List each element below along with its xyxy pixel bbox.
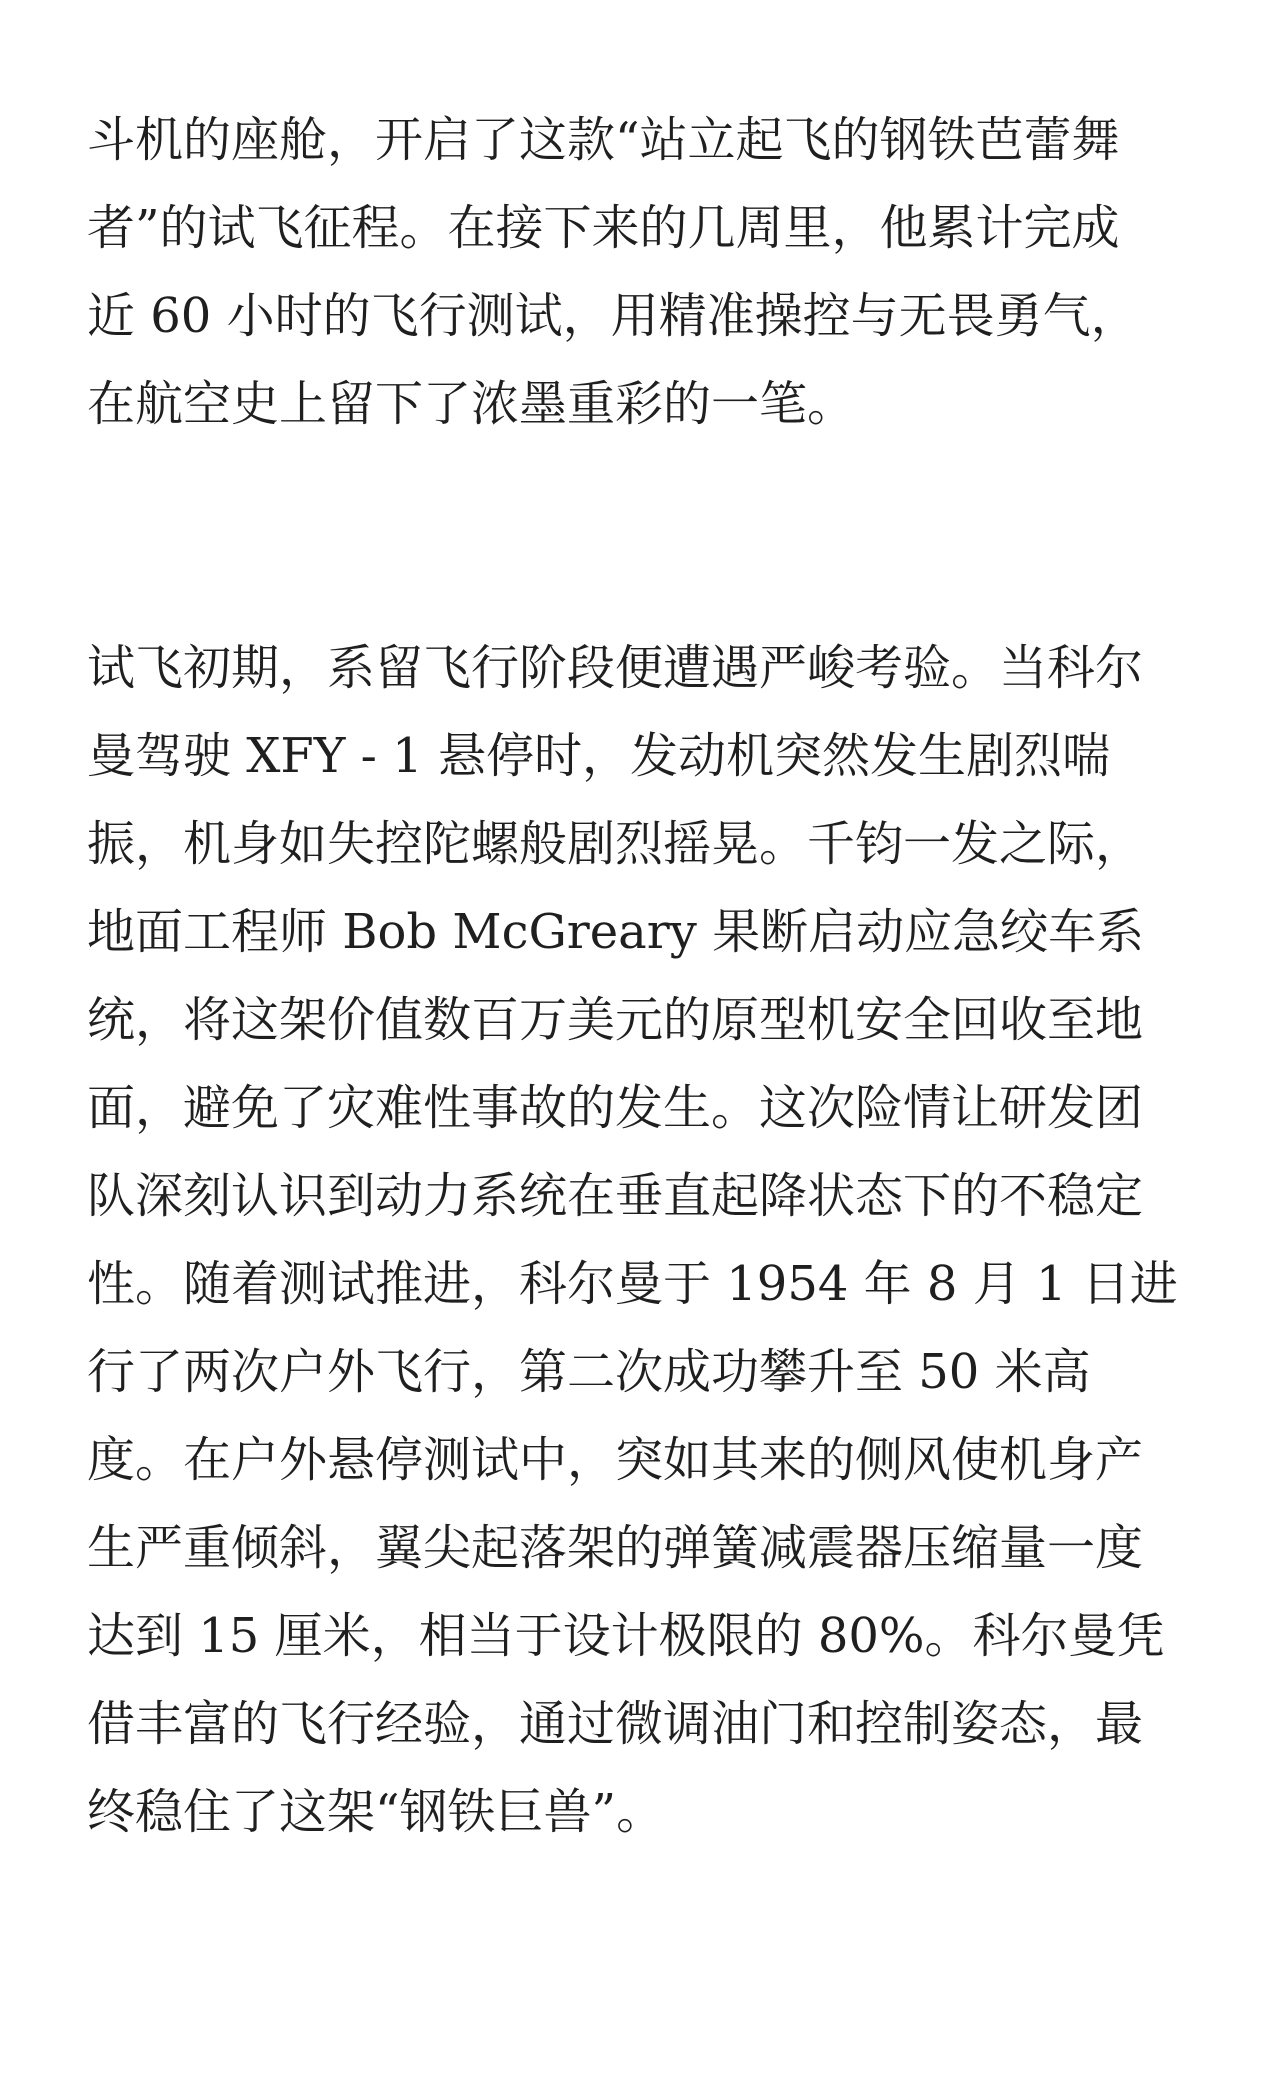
paragraph-2: 试飞初期，系留飞行阶段便遭遇严峻考验。当科尔 曼驾驶 XFY - 1 悬停时，发动机突然发生剧烈喘 振，机身如失控陀螺般剧烈摇晃。千钧一发之际， 地面工程师 Bob McGreary 果断启动应急绞车系 统，将这架价值数百万美元的原型机安全回收至地 面，避免了灾难性事故的发生。这次险情让研发团 队深刻认识到动力系统在垂直起降状态下的不稳定 性。随着测试推进，科尔曼于 1954 年 8 月 1 日进 行了两次户外飞行，第二次成功攀升至 50 米高 度。在户外悬停测试中，突如其来的侧风使机身产 生严重倾斜，翼尖起落架的弹簧减震器压缩量一度 达到 15 厘米，相当于设计极限的 80%。科尔曼凭 借丰富的飞行经验，通过微调油门和控制姿态，最 终稳住了这架“钢铁巨兽”。 [87, 640, 1178, 1840]
paragraph-1: 斗机的座舱，开启了这款“站立起飞的钢铁芭蕾舞 者”的试飞征程。在接下来的几周里，他累计完成 近 60 小时的飞行测试，用精准操控与无畏勇气， 在航空史上留下了浓墨重彩的一笔。 [87, 112, 1139, 432]
article-body [87, 96, 1202, 1856]
